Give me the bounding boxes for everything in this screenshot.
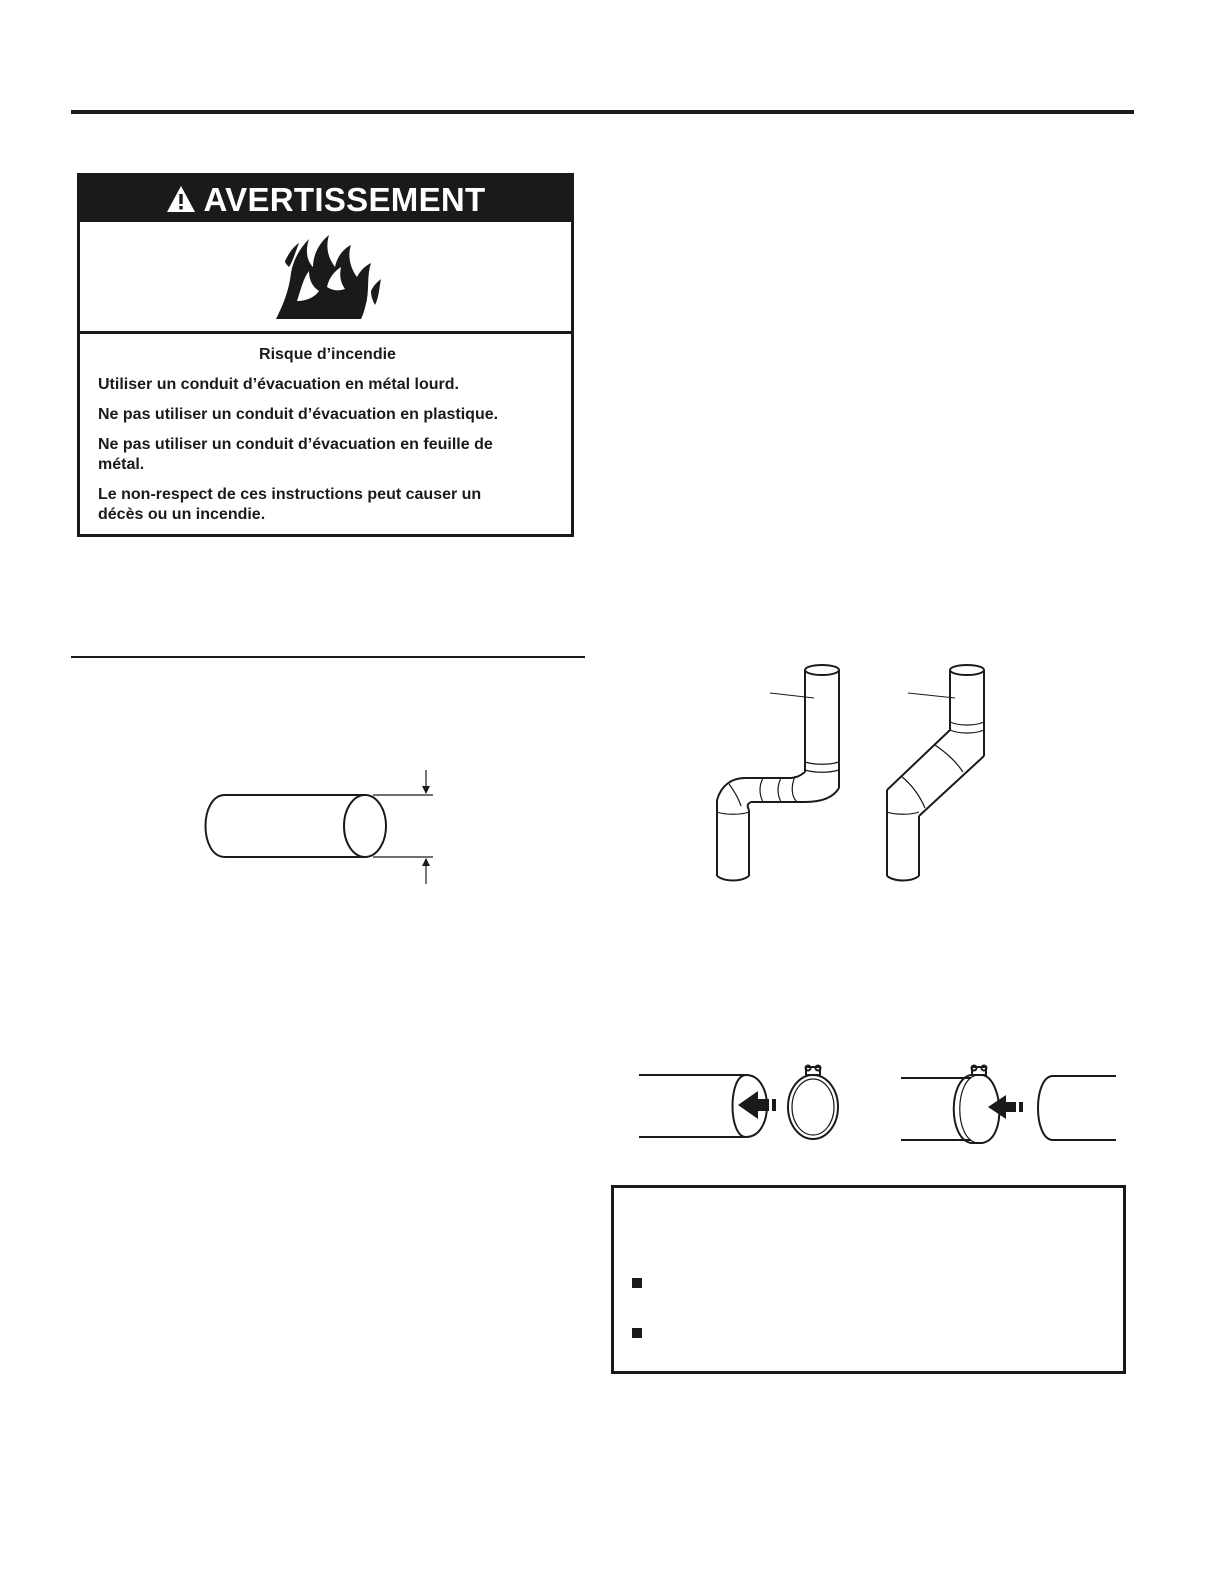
square-bullet-icon [632,1278,642,1288]
warning-box [77,173,574,537]
warning-body [98,346,557,535]
elbow-comparison-illustration [705,660,1005,885]
fire-flame-icon [271,231,381,323]
top-rule [71,110,1134,114]
warning-header [80,176,571,222]
warning-line-no-foil: Ne pas utiliser un conduit d’évacuation en feuille de métal. [98,436,493,473]
warning-line-consequence: Le non-respect de ces instructions peut causer un décès ou un incendie. [98,486,482,523]
square-bullet-icon [632,1328,642,1338]
warning-title: AVERTISSEMENT [203,180,486,218]
section-rule [71,656,585,658]
warning-line-heavy-metal: Utiliser un conduit d’évacuation en métal lourd. [98,376,459,393]
risk-title: Risque d’incendie [259,346,396,363]
info-box [611,1185,1126,1374]
warning-triangle-icon [166,185,196,213]
warning-line-no-plastic: Ne pas utiliser un conduit d’évacuation en plastique. [98,406,499,423]
clamp-illustration [636,1055,1121,1155]
flame-area [80,222,571,334]
duct-diameter-illustration [195,762,445,892]
